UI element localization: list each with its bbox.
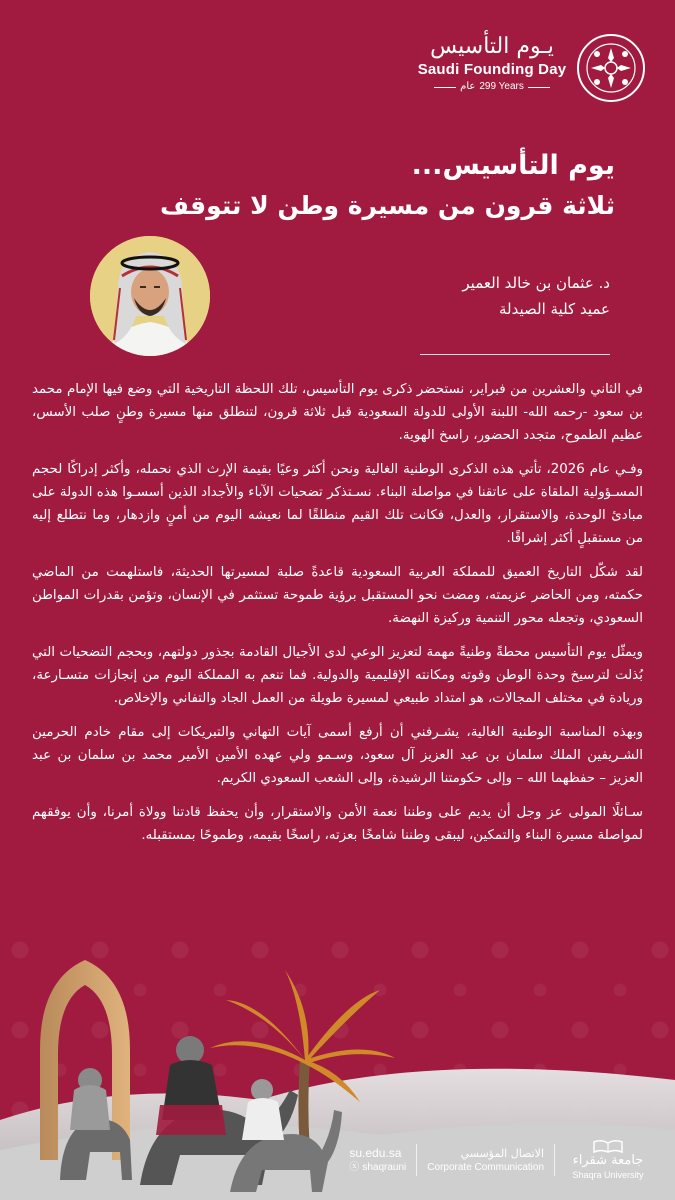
author-photo	[90, 236, 210, 356]
paragraph: وبهذه المناسبة الوطنية الغالية، يشـرفني أن أرفع أسمى آيات التهاني والتبريكات إلى مقام خادم الحرمين الشـريفين الملك سلمان بن عبد العزيز آل سعود، وسـمو ولي عهده الأمين الأمير محمد بن سلمان بن عبد العزيز – حفظهما الله – وإلى حكومتنا الرشيدة، وإلى الشعب السعودي الكريم.	[32, 725, 643, 786]
website-link[interactable]: su.edu.sa	[349, 1146, 402, 1160]
article-title	[55, 146, 615, 226]
logo-arabic: يـوم التأسيس	[430, 34, 554, 59]
logo-years	[417, 80, 567, 94]
social-handle-text: shaqrauni	[362, 1162, 407, 1173]
open-book-icon	[593, 1139, 623, 1153]
footer-divider	[554, 1144, 555, 1176]
divider	[420, 354, 610, 355]
dept-arabic: الاتصال المؤسسي	[460, 1146, 544, 1160]
university-english: Shaqra University	[572, 1170, 644, 1180]
author-info	[310, 270, 610, 322]
paragraph: في الثاني والعشرين من فبراير، نستحضر ذكرى يوم التأسيس، تلك اللحظة التاريخية التي وضع فيها الإمام محمد بن سعود -رحمه الله- اللبنة الأولى للدولة السعودية قبل ثلاثة قرون، لتنطلق منها مسيرة وطنٍ صلب الأسس، عظيم الطموح، متجدد الحضور، راسخ الهوية.	[32, 382, 643, 443]
paragraph: سـائلًا المولى عز وجل أن يديم على وطننا نعمة الأمن والاستقرار، وأن يحفظ قادتنا وولاة أمرنا، وأن يوفقهم لمواصلة مسيرة البناء والتمكين، ليبقى وطننا شامخًا بعزته، راسخًا بقيمه، وطموحًا بمستقبله.	[32, 805, 643, 843]
university-logo	[565, 1139, 651, 1181]
article-body	[32, 378, 643, 858]
logo-text	[417, 34, 567, 94]
logo-years-en: 299 Years	[479, 81, 524, 92]
title-line-2: ثلاثة قرون من مسيرة وطن لا تتوقف	[160, 191, 615, 220]
title-line-1: يوم التأسيس...	[411, 150, 615, 181]
dept-english: Corporate Communication	[427, 1161, 544, 1173]
x-logo-icon: ⓧ	[349, 1162, 360, 1173]
footer	[349, 1140, 651, 1180]
footer-divider	[416, 1144, 417, 1176]
logo-english: Saudi Founding Day	[417, 61, 567, 78]
paragraph: لقد شكّل التاريخ العميق للمملكة العربية السعودية قاعدةً صلبة لمسيرتها الحديثة، فاستلهمت من الماضي حكمته، ومن الحاضر عزيمته، ومضت نحو المستقبل برؤية طموحة تستثمر في الإنسان، وتؤمن بقدرات المواطن السعودي، وتجعله محور التنمية وركيزة النهضة.	[32, 565, 643, 626]
logo-years-ar: عام	[460, 81, 476, 92]
founding-day-logo	[415, 30, 645, 110]
social-handle[interactable]	[349, 1161, 406, 1175]
corporate-communication	[427, 1146, 544, 1175]
footer-web	[349, 1145, 406, 1175]
founding-day-emblem-icon	[577, 34, 645, 102]
author-position: عميد كلية الصيدلة	[499, 300, 610, 318]
paragraph: ويمثّل يوم التأسيس محطةً وطنيةً مهمة لتعزيز الوعي لدى الأجيال القادمة بجذور دولتهم، وبحجم التضحيات التي بُذلت لترسيخ وحدة الوطن وقوته ومكانته الإقليمية والدولية. فما تنعم به المملكة اليوم من إنجازات متسـارعة، وريادة في مختلف المجالات، هو امتداد طبيعي لمسيرة طويلة من العمل الجاد والتفاني والإخلاص.	[32, 645, 643, 706]
author-name: د. عثمان بن خالد العمير	[462, 274, 610, 292]
university-arabic: جامعة شقراء	[572, 1153, 644, 1168]
paragraph: وفـي عام 2026، تأتي هذه الذكرى الوطنية الغالية ونحن أكثر وعيًا بقيمة الإرث الذي نحمله، وأكثر إدراكًا لحجم المسـؤولية الملقاة على عاتقنا في مواصلة البناء. نسـتذكر تضحيات الآباء والأجداد الذين أسسـوا هذه الدولة على مبادئ الوحدة، والاستقرار، والعدل، فكانت تلك القيم منطلقًا لما نعيشه اليوم من أمنٍ وازدهار، وما نتطلع إليه من مستقبلٍ أكثر إشراقًا.	[32, 462, 644, 546]
